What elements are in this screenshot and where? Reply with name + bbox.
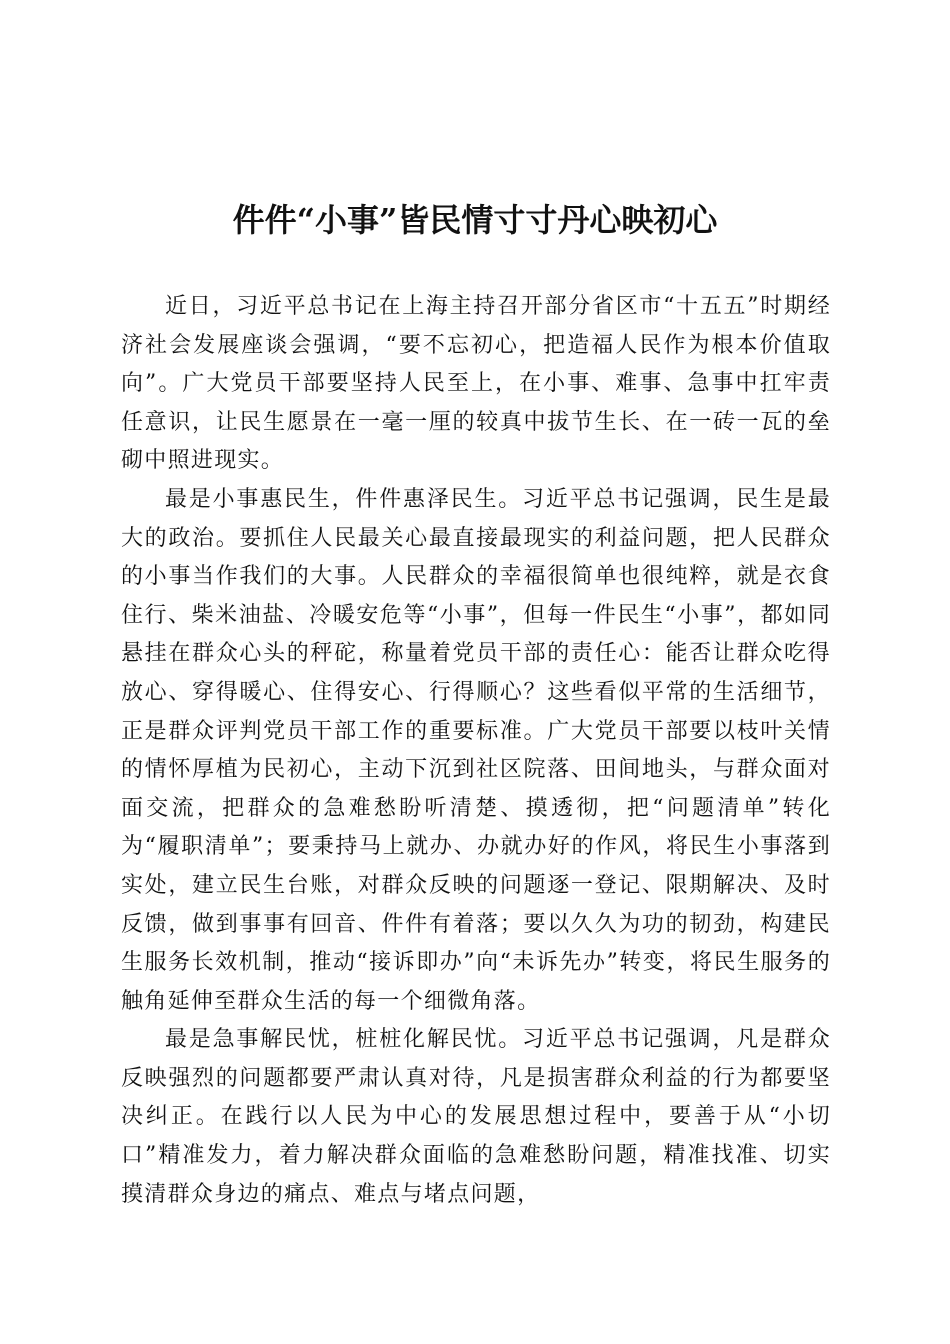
paragraph-small-matters: 最是小事惠民生，件件惠泽民生。习近平总书记强调，民生是最大的政治。要抓住人民最关心最直接最现实的利益问题，把人民群众的小事当作我们的大事。人民群众的幸福很简单也很纯粹，就是衣食住行、柴米油盐、冷暖安危等“小事”，但每一件民生“小事”，都如同悬挂在群众心头的秤砣，称量着党员干部的责任心：能否让群众吃得放心、穿得暖心、住得安心、行得顺心？这些看似平常的生活细节，正是群众评判党员干部工作的重要标准。广大党员干部要以枝叶关情的情怀厚植为民初心，主动下沉到社区院落、田间地头，与群众面对面交流，把群众的急难愁盼听清楚、摸透彻，把“问题清单”转化为“履职清单”；要秉持马上就办、办就办好的作风，将民生小事落到实处，建立民生台账，对群众反映的问题逐一登记、限期解决、及时反馈，做到事事有回音、件件有着落；要以久久为功的韧劲，构建民生服务长效机制，推动“接诉即办”向“未诉先办”转变，将民生服务的触角延伸至群众生活的每一个细微角落。 <box>121 486 831 1014</box>
paragraph-intro: 近日，习近平总书记在上海主持召开部分省区市“十五五”时期经济社会发展座谈会强调，“要不忘初心，把造福人民作为根本价值取向”。广大党员干部要坚持人民至上，在小事、难事、急事中扛牢责任意识，让民生愿景在一毫一厘的较真中拔节生长、在一砖一瓦的垒砌中照进现实。 <box>121 294 831 474</box>
document-body <box>121 288 831 1214</box>
paragraph-urgent-matters: 最是急事解民忧，桩桩化解民忧。习近平总书记强调，凡是群众反映强烈的问题都要严肃认真对待，凡是损害群众利益的行为都要坚决纠正。在践行以人民为中心的发展思想过程中，要善于从“小切口”精准发力，着力解决群众面临的急难愁盼问题，精准找准、切实摸清群众身边的痛点、难点与堵点问题， <box>121 1027 831 1207</box>
document-title: 件件“小事”皆民情寸寸丹心映初心 <box>232 201 718 239</box>
